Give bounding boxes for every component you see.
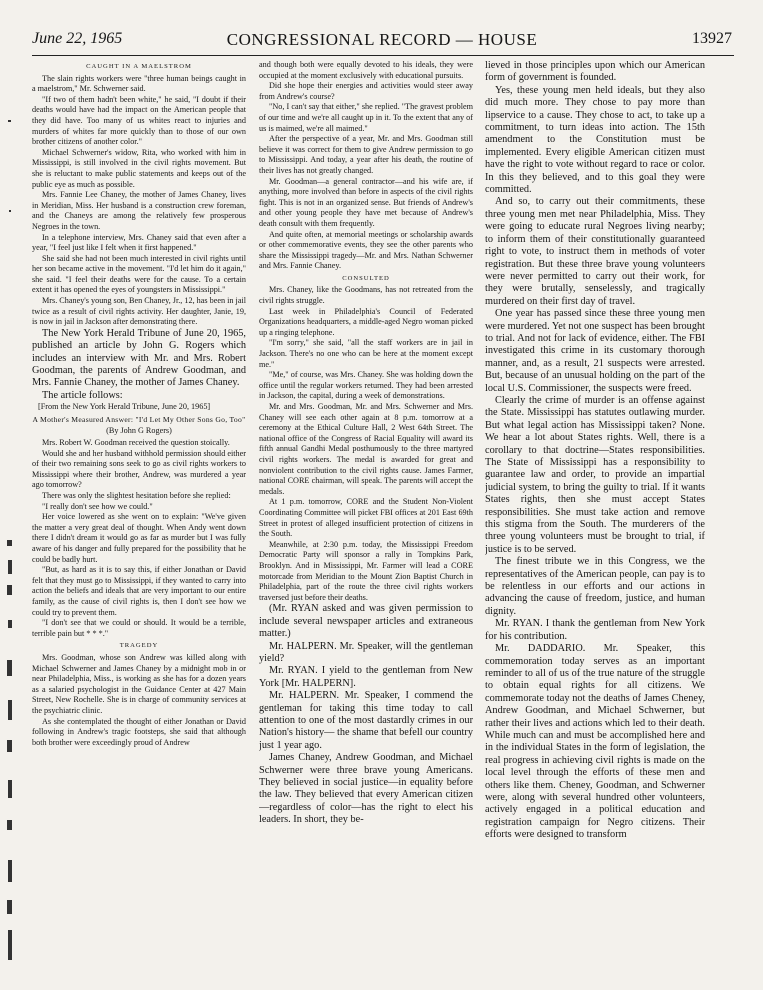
header-title: CONGRESSIONAL RECORD — HOUSE	[226, 30, 538, 49]
paragraph: Mr. HALPERN. Mr. Speaker, will the gentleman yield?	[259, 640, 473, 664]
paragraph: lieved in those principles upon which our American form of government is founded.	[485, 60, 705, 84]
paragraph: "If two of them hadn't been white," he said, "I doubt if their deaths would have had the impact on the American people that they did have. Too many of us whites react to injuries and murders of whites far more quickly than to those of our own brother citizens of another color."	[32, 94, 246, 147]
paragraph: Mrs. Goodman, whose son Andrew was killed along with Michael Schwerner and James Chaney by a midnight mob in or near Philadelphia, Miss., is working as she has for a dozen years as a salaried psychologist in the Guidance Center at 427 Main Street, New Rochelle. She is in charge of community services at the psychiatric clinic.	[32, 652, 246, 715]
paragraph: Mr. DADDARIO. Mr. Speaker, this commemoration today serves as an important reminder to all of us of the true nature of the struggle to obtain equal rights for all citizens. We commemorate today not the deaths of James Cheney, Andrew Goodman, and Michael Schwerner, but rather their lives and actions which led to their death. While much can and must be accomplished here and in the individual States in the form of legislation, the real progress in achieving civil rights is made on the local level through the efforts of these men and others like them. Cheney, Goodman, and Schwerner were, along with several hundred other volunteers, actively engaged in a political education and registration campaign for Negro citizens. Their efforts were designed to transform	[485, 643, 705, 841]
citation: [From the New York Herald Tribune, June 20, 1965]	[38, 402, 211, 412]
paragraph: As she contemplated the thought of either Jonathan or David following in Andrew's tragic footsteps, she said that although both brother were exceedingly proud of Andrew	[32, 716, 246, 747]
article-headline: A Mother's Measured Answer: "I'd Let My Other Sons Go, Too"	[32, 414, 246, 424]
header-date: June 22, 1965	[32, 30, 123, 47]
paragraph: Mrs. Chaney's young son, Ben Chaney, Jr., 12, has been in jail twice as a result of civil rights activity. Her daughter, Janie, 19, is now in jail in Jackson after demonstrating there.	[32, 296, 246, 327]
paragraph: The finest tribute we in this Congress, we the representatives of the American people, can pay is to be relentless in our efforts and our actions in advancing the cause of freedom, justice, and human dignity.	[485, 556, 705, 617]
paragraph: Last week in Philadelphia's Council of Federated Organizations headquarters, a middle-aged Negro woman picked up a ringing telephone.	[259, 306, 473, 337]
paragraph: Mr. and Mrs. Goodman, Mr. and Mrs. Schwerner and Mrs. Chaney will see each other again at 8 p.m. tomorrow at a ceremony at the Ethical Culture Hall, 2 West 64th Street. The national office of the Congress of Racial Equality will award its fifth annual Gandhi Medal posthumously to the three martyred civil rights workers. The medal is awarded for great and nonviolent contribution to the civil rights cause. James Farmer, national CORE chairman, will speak. The parents will accept the medals.	[259, 402, 473, 496]
paragraph: Did she hope their energies and activities would steer away from Andrew's course?	[259, 81, 473, 101]
paragraph: Would she and her husband withhold permission should either of their two remaining sons seek to go as civil rights workers to Mississippi where their brother, Andrew, was murdered a year ago tomorrow?	[32, 448, 246, 490]
paragraph: Mrs. Chaney, like the Goodmans, has not retreated from the civil rights struggle.	[259, 285, 473, 306]
paragraph: "I don't see that we could or should. It would be a terrible, terrible pain but * * *."	[32, 618, 246, 638]
paragraph: In a telephone interview, Mrs. Chaney said that even after a year, "I feel just like I felt when it first happened."	[32, 232, 246, 253]
paragraph: Clearly the crime of murder is an offense against the State. Mississippi has statutes outlawing murder. But what legal action has Mississippi taken? None. We hear a lot about States rights. Well, there is a corollary to that doctrine—States responsibilities. The State of Mississippi has a responsibility to guarantee law and order, to provide an impartial judicial system, to bring the guilty to trial. If it wants States rights, then she must accept States responsibilities. She must take action and remove this stigma from the South. The murderers of the three young volunteers must be brought to trial, if justice is to be served.	[485, 394, 705, 555]
paragraph: (Mr. RYAN asked and was given permission to include several newspaper articles and extraneous matter.)	[259, 603, 473, 640]
subheading-tragedy: TRAGEDY	[119, 642, 159, 650]
paragraph: And so, to carry out their commitments, these three young men met near Philadelphia, Miss. They were going to educate rural Negroes living nearby; to inform them of their constitutionally guaranteed right to vote, to instruct them in methods of voter registration. But these three brave young volunteers were never permitted to carry out their work, for they were brutally, senselessly, and tragically murdered on their first day of travel.	[485, 196, 705, 307]
page-header	[32, 30, 732, 52]
paragraph: Meanwhile, at 2:30 p.m. today, the Mississippi Freedom Democratic Party will sponsor a rally in Tompkins Park, Brooklyn. And in Mississippi, Mr. Farmer will lead a CORE motorcade from Meridian to the Mount Zion Baptist Church in Philadelphia, part of the route the three civil rights workers traversed just before their deaths.	[259, 539, 473, 602]
paragraph: Mrs. Robert W. Goodman received the question stoically.	[42, 438, 230, 448]
subheading-consulted: CONSULTED	[342, 274, 390, 282]
paragraph: There was only the slightest hesitation before she replied:	[42, 491, 231, 501]
byline: (By John G Rogers)	[106, 426, 172, 436]
paragraph: Michael Schwerner's widow, Rita, who worked with him in Mississippi, is still involved in the civil rights movement. But she is reluctant to make public statements and keeps out of the public eye as much as possible.	[32, 147, 246, 189]
paragraph: "But, as hard as it is to say this, if either Jonathan or David felt that they must go to Mississippi, if they wanted to carry into action the beliefs and ideals that are very important to our entire family, as the cause of civil rights is, then I don't see how we could try to prevent them.	[32, 565, 246, 617]
paragraph: "I'm sorry," she said, "all the staff workers are in jail in Jackson. There's no one who can be here at the moment except me."	[259, 338, 473, 369]
column-3	[485, 60, 705, 982]
paragraph: The slain rights workers were "three human beings caught in a maelstrom," Mr. Schwerner said.	[32, 73, 246, 94]
paragraph: Mr. RYAN. I yield to the gentleman from New York [Mr. HALPERN].	[259, 665, 473, 689]
paragraph: James Chaney, Andrew Goodman, and Michael Schwerner were three brave young Americans. They believed in social justice—in equality before the law. They believed that every American citizen—regardless of color—has the right to elect his leaders. In short, they be-	[259, 752, 473, 826]
paragraph: The article follows:	[42, 389, 123, 401]
header-page-number: 13927	[692, 30, 732, 47]
paragraph: Mr. Goodman—a general contractor—and his wife are, if anything, more involved than before in aspects of the civil rights fight. This is not in an organized sense. But friends of Andrew's and other young people they have met because of Andrew's death consult with them frequently.	[259, 176, 473, 228]
paragraph: Mr. RYAN. I thank the gentleman from New York for his contribution.	[485, 618, 705, 642]
paragraph: Yes, these young men held ideals, but they also did much more. They chose to pay more than lipservice to a cause. They chose to act, to take up a commitment, to turn ideas into action. The 15th amendment to the Constitution must be implemented. Every eligible American citizen must have the right to vote without regard to race or color. In this they believed, and to this goal they were committed.	[485, 84, 705, 196]
paragraph: The New York Herald Tribune of June 20, 1965, published an article by John G. Rogers which includes an interview with Mr. and Mrs. Robert Goodman, the parents of Andrew Goodman, and Mrs. Fannie Chaney, the mother of James Chaney.	[32, 327, 246, 389]
paragraph: One year has passed since these three young men were murdered. Yet not one suspect has been brought to trial. And not for lack of evidence, either. The FBI investigated this crime in its customary thorough manner, and, as a result, 21 suspects were arrested. But, because of an unusual holding on the part of the local U.S. Commissioner, the suspects were freed.	[485, 308, 705, 394]
binding-edge-marks	[6, 60, 16, 980]
subheading-caught: CAUGHT IN A MAELSTROM	[86, 63, 192, 70]
column-1	[32, 60, 246, 982]
paragraph: Mrs. Fannie Lee Chaney, the mother of James Chaney, lives in Meridian, Miss. Her husband is a construction crew foreman, and the Chaneys are among the relatively few prosperous Negroes in the town.	[32, 190, 246, 231]
paragraph: "Me," of course, was Mrs. Chaney. She was holding down the office until the regular workers returned. They had been arrested in Jackson, the capital, during a week of demonstrations.	[259, 370, 473, 401]
header-rule	[32, 55, 734, 56]
paragraph: After the perspective of a year, Mr. and Mrs. Goodman still believe it was correct for them to give Andrew permission to go to Mississippi. And today, a year after his death, the routine of their lives has not greatly changed.	[259, 134, 473, 175]
paragraph: She said she had not been much interested in civil rights until her son became active in the movement. "I'd let him do it again," she said. "I feel their deaths were for the cause. To a certain extent it has opened the eyes of youngsters in Mississippi."	[32, 253, 246, 295]
paragraph: "No, I can't say that either," she replied. "The gravest problem of our time and we're all caught up in it. To the extent that any of us is maimed, we're all maimed."	[259, 102, 473, 133]
paragraph: Mr. HALPERN. Mr. Speaker, I commend the gentleman for taking this time today to call attention to one of the most dastardly crimes in our Nation's history— the shame that befell our country just 1 year ago.	[259, 690, 473, 751]
column-2	[259, 60, 473, 982]
paragraph: "I really don't see how we could."	[42, 501, 153, 511]
paragraph: And quite often, at memorial meetings or scholarship awards or other commemorative events, they see the other parents who share the Mississippi tragedy—Mr. and Mrs. Nathan Schwerner and Mrs. Fannie Chaney.	[259, 229, 473, 271]
paragraph: Her voice lowered as she went on to explain: "We've given the matter a very great deal of thought. When Andy went down there I didn't dream it would go as far as murder but I was fully aware of his danger and fully prepared for the possibility that he could be badly hurt.	[32, 512, 246, 564]
paragraph: and though both were equally devoted to his ideals, they were occupied at the moment exclusively with educational pursuits.	[259, 60, 473, 80]
paragraph: At 1 p.m. tomorrow, CORE and the Student Non-Violent Coordinating Committee will picket FBI offices at 201 East 69th Street in protest of alleged insufficient protection of citizens in the South.	[259, 497, 473, 539]
